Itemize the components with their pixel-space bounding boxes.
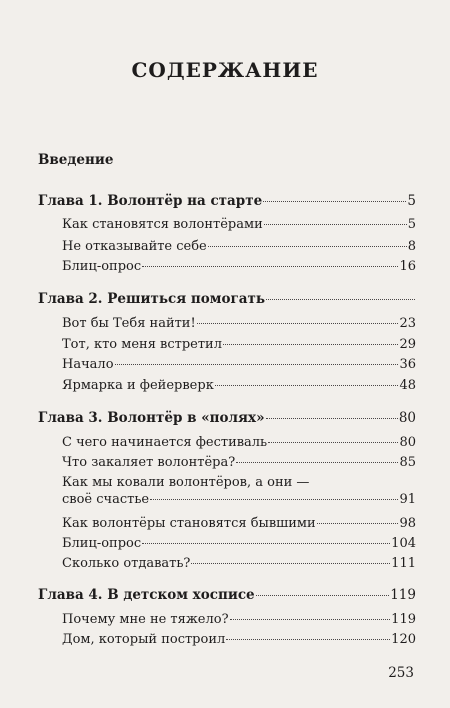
toc-entry [62,357,416,372]
entry-title: Дом, который построил [62,632,226,647]
dot-leader [223,344,398,345]
toc-chapter-1 [38,193,416,209]
page-number: 104 [391,536,416,551]
toc-entry [62,536,416,551]
dot-leader [115,364,399,365]
dot-leader [263,201,406,202]
toc-chapter-2 [38,291,416,307]
chapter-title: Глава 3. Волонтёр в «полях» [38,410,265,426]
page-number: 98 [399,516,416,531]
page-number: 111 [391,556,416,571]
dot-leader [268,442,398,443]
toc-entry-multiline [62,474,416,508]
entry-title: Как становятся волонтёрами [62,217,263,232]
entry-title: Начало [62,357,114,372]
toc-chapter-4 [38,587,416,603]
dot-leader [226,639,390,640]
dot-leader [215,385,399,386]
entry-title: Блиц-опрос [62,536,142,551]
toc-entry [62,217,416,232]
page-number: 48 [399,378,416,393]
page-number: 8 [407,239,416,254]
dot-leader [208,246,407,247]
toc-entry [62,516,416,531]
page-folio: 253 [388,665,414,681]
chapter-title: Глава 2. Решиться помогать [38,291,266,307]
entry-title-line-2: своё счастье [62,492,150,507]
page-number: 16 [399,259,416,274]
page-number: 120 [391,632,416,647]
dot-leader [236,462,398,463]
page-number: 5 [407,193,416,209]
toc-entry [62,556,416,571]
toc-intro: Введение [38,152,114,168]
toc-entry [62,259,416,274]
dot-leader [266,418,398,419]
page-number: 36 [399,357,416,372]
page-number: 23 [399,316,416,331]
dot-leader [230,619,391,620]
page-title: СОДЕРЖАНИЕ [131,58,319,82]
dot-leader [317,523,399,524]
entry-title: Блиц-опрос [62,259,142,274]
toc-entry [62,612,416,627]
toc-entry [62,337,416,352]
entry-title: Вот бы Тебя найти! [62,316,196,331]
entry-title-line-2-row [62,491,416,508]
page-number: 119 [390,587,416,603]
page-number: 80 [399,435,416,450]
entry-title-line-1: Как мы ковали волонтёров, а они — [62,475,310,490]
page-number: 29 [399,337,416,352]
dot-leader [150,499,398,500]
dot-leader [142,266,398,267]
toc-entry [62,239,416,254]
dot-leader [197,323,399,324]
entry-title: Сколько отдавать? [62,556,191,571]
page-number: 80 [398,410,416,426]
toc-entry [62,455,416,470]
toc-entry [62,632,416,647]
dot-leader [142,543,390,544]
page-number: 5 [407,217,416,232]
toc-entry [62,378,416,393]
dot-leader [256,595,390,596]
dot-leader [266,299,415,300]
toc-entry [62,316,416,331]
chapter-title: Глава 4. В детском хосписе [38,587,255,603]
entry-title: Ярмарка и фейерверк [62,378,214,393]
entry-title: Не отказывайте себе [62,239,207,254]
chapter-title: Глава 1. Волонтёр на старте [38,193,263,209]
entry-title: Почему мне не тяжело? [62,612,229,627]
entry-title: Тот, кто меня встретил [62,337,222,352]
entry-title: С чего начинается фестиваль [62,435,268,450]
entry-title: Что закаляет волонтёра? [62,455,236,470]
page-number: 91 [399,492,416,507]
toc-entry [62,435,416,450]
page-number: 85 [399,455,416,470]
dot-leader [264,224,407,225]
page-number: 119 [391,612,416,627]
dot-leader [191,563,390,564]
entry-title: Как волонтёры становятся бывшими [62,516,316,531]
toc-chapter-3 [38,410,416,426]
